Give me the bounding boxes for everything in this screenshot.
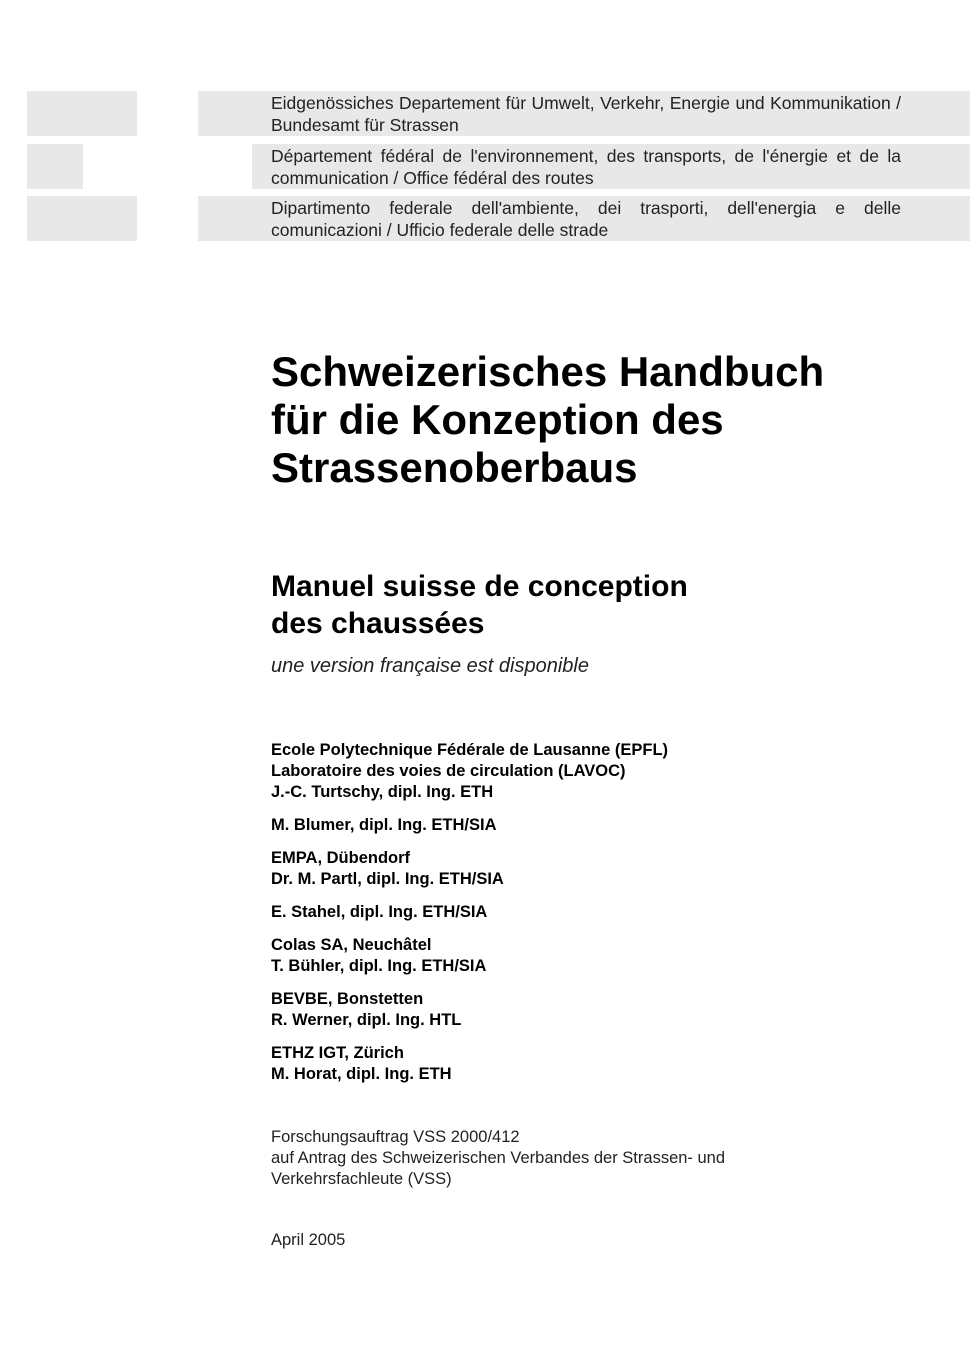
author-block [271,989,911,1031]
footer-line: auf Antrag des Schweizerischen Verbandes der Strassen- und [271,1149,726,1167]
header-band-left-1 [27,91,137,136]
author-list [271,740,911,1097]
header-band-left-2 [27,144,83,189]
author-line: ETHZ IGT, Zürich [271,1044,404,1062]
author-block [271,902,911,923]
french-version-note: une version française est disponible [271,655,589,677]
author-block [271,848,911,890]
publication-date: April 2005 [271,1231,346,1249]
author-block [271,935,911,977]
author-line: BEVBE, Bonstetten [271,990,424,1008]
author-line: Colas SA, Neuchâtel [271,936,432,954]
title-line: für die Konzeption des [271,396,724,443]
footer-line: Forschungsauftrag VSS 2000/412 [271,1128,520,1146]
author-block [271,815,911,836]
author-line: M. Horat, dipl. Ing. ETH [271,1065,452,1083]
author-line: M. Blumer, dipl. Ing. ETH/SIA [271,816,497,834]
author-line: Ecole Polytechnique Fédérale de Lausanne (EPFL) [271,741,669,759]
title-line: Strassenoberbaus [271,444,638,491]
subtitle-line: des chaussées [271,607,485,640]
page-title [271,348,911,492]
author-block [271,740,911,803]
author-line: J.-C. Turtschy, dipl. Ing. ETH [271,783,494,801]
author-line: R. Werner, dipl. Ing. HTL [271,1011,462,1029]
author-line: E. Stahel, dipl. Ing. ETH/SIA [271,903,488,921]
author-line: EMPA, Dübendorf [271,849,411,867]
author-line: Dr. M. Partl, dipl. Ing. ETH/SIA [271,870,504,888]
department-fr: Département fédéral de l'environnement, des transports, de l'énergie et de la communication / Office fédéral des routes [271,146,901,188]
subtitle [271,568,891,642]
title-line: Schweizerisches Handbuch [271,348,825,395]
research-mandate [271,1127,911,1190]
subtitle-line: Manuel suisse de conception [271,570,688,603]
author-block [271,1043,911,1085]
department-de: Eidgenössiches Departement für Umwelt, Verkehr, Energie und Kommunikation / Bundesamt für Strassen [271,93,901,135]
header-band-left-3 [27,196,137,241]
department-it: Dipartimento federale dell'ambiente, dei trasporti, dell'energia e delle comunicazioni / Ufficio federale delle strade [271,198,901,240]
author-line: Laboratoire des voies de circulation (LAVOC) [271,762,626,780]
footer-line: Verkehrsfachleute (VSS) [271,1170,452,1188]
author-line: T. Bühler, dipl. Ing. ETH/SIA [271,957,487,975]
